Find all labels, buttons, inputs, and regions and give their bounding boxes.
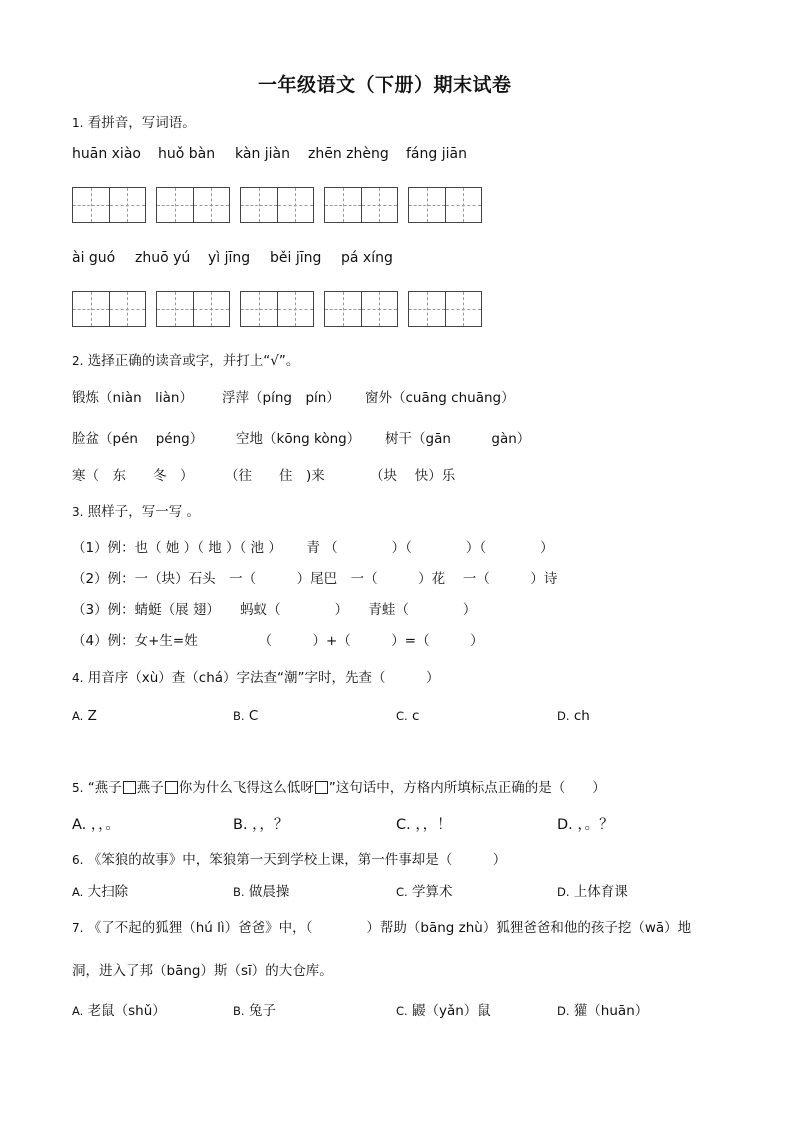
tianzige-box[interactable] <box>156 187 230 223</box>
question-7 <box>72 916 691 936</box>
question-text-continued: 洞，进入了邦（bāng）斯（sī）的大仓库。 <box>72 963 333 979</box>
choice-item: （往 住 )来 <box>225 468 325 484</box>
pinyin-item: zhuō yú <box>135 250 191 266</box>
choice-item: （块 快）乐 <box>370 468 456 484</box>
question-text: 你为什么飞得这么低呀 <box>178 780 314 796</box>
question-text: 用音序（xù）查（chá）字法查“潮”字时，先查（ ） <box>87 670 440 686</box>
option-text: 獾（huān） <box>573 1003 649 1019</box>
exercise-line: （3）例：蜻蜓（展 翅） 蚂蚁（ ） 青蛙（ ） <box>72 602 477 618</box>
question-text: “燕子 <box>87 780 122 796</box>
tianzige-box[interactable] <box>408 187 482 223</box>
tianzige-box[interactable] <box>324 291 398 327</box>
question-text: 《笨狼的故事》中，笨狼第一天到学校上课，第一件事却是（ ） <box>87 852 507 868</box>
tianzige-row-2 <box>72 291 482 327</box>
option-a[interactable] <box>72 880 128 900</box>
question-text: 燕子 <box>136 780 164 796</box>
question-4 <box>72 666 440 686</box>
option-label: C. <box>396 885 408 899</box>
option-label: A. <box>72 1004 84 1018</box>
choice-item: 窗外（cuāng chuāng） <box>365 390 515 406</box>
option-label: B. <box>233 1004 245 1018</box>
option-d[interactable] <box>557 708 590 724</box>
option-label: A. <box>72 709 84 723</box>
tianzige-box[interactable] <box>240 187 314 223</box>
choice-item: 浮萍（píng pín） <box>222 390 340 406</box>
option-b[interactable] <box>233 708 258 724</box>
question-number: 6. <box>72 853 84 867</box>
pinyin-item: zhēn zhèng <box>308 146 389 162</box>
option-d[interactable] <box>557 999 648 1019</box>
question-number: 4. <box>72 671 84 685</box>
pinyin-item: huān xiào <box>72 146 141 162</box>
tianzige-box[interactable] <box>324 187 398 223</box>
option-c[interactable] <box>396 999 491 1019</box>
blank-box[interactable] <box>165 781 178 794</box>
question-number: 2. <box>72 354 84 368</box>
option-text: 老鼠（shǔ） <box>87 1003 166 1019</box>
pinyin-item: huǒ bàn <box>158 146 216 162</box>
option-label: C. <box>396 709 408 723</box>
blank-box[interactable] <box>123 781 136 794</box>
option-label: B. <box>233 885 245 899</box>
option-label: D. <box>557 709 570 723</box>
page-title: 一年级语文（下册）期末试卷 <box>258 74 512 96</box>
choice-item: 寒（ 东 冬 ） <box>72 468 194 484</box>
question-text: 《了不起的狐狸（hú lì）爸爸》中，（ ）帮助（bāng zhù）狐狸爸爸和他的孩子挖（wā）地 <box>87 920 692 936</box>
exercise-line: （1）例：也（ 她 ）（ 地 ）（ 池 ） 青 （ ）（ ）（ ） <box>72 540 554 556</box>
question-text: 看拼音，写词语。 <box>87 115 196 131</box>
tianzige-box[interactable] <box>72 187 146 223</box>
option-b[interactable]: B. ，，？ <box>233 817 289 833</box>
option-b[interactable] <box>233 880 289 900</box>
option-label: D. <box>557 885 570 899</box>
option-b[interactable] <box>233 999 276 1019</box>
option-text: 学算术 <box>411 884 453 900</box>
option-text: 鼹（yǎn）鼠 <box>411 1003 491 1019</box>
choice-item: 空地（kōng kòng） <box>236 431 361 447</box>
tianzige-row-1 <box>72 187 482 223</box>
question-text: ”这句话中，方格内所填标点正确的是（ ） <box>328 780 606 796</box>
exercise-line: （2）例：一（块）石头 一（ ）尾巴 一（ ）花 一（ ）诗 <box>72 571 558 587</box>
question-number: 3. <box>72 505 84 519</box>
option-text: c <box>411 708 420 724</box>
choice-item: 树干（gān gàn） <box>385 431 531 447</box>
pinyin-item: yì jīng <box>208 250 251 266</box>
option-text: 做晨操 <box>248 884 290 900</box>
pinyin-item: kàn jiàn <box>235 146 290 162</box>
choice-item: 锻炼（niàn liàn） <box>72 390 193 406</box>
question-2 <box>72 349 299 369</box>
pinyin-item: fáng jiān <box>406 146 467 162</box>
pinyin-item: běi jīng <box>270 250 322 266</box>
option-c[interactable] <box>396 708 419 724</box>
tianzige-box[interactable] <box>240 291 314 327</box>
pinyin-item: ài guó <box>72 250 116 266</box>
option-text: Z <box>87 708 97 724</box>
question-5 <box>72 776 606 796</box>
option-a[interactable] <box>72 999 166 1019</box>
option-label: A. <box>72 885 84 899</box>
choice-item: 脸盆（pén péng） <box>72 431 204 447</box>
tianzige-box[interactable] <box>408 291 482 327</box>
option-d[interactable] <box>557 880 628 900</box>
option-text: C <box>248 708 259 724</box>
option-c[interactable]: C. ，，！ <box>396 817 452 833</box>
exercise-line: （4）例：女+生=姓 （ ）+（ ）=（ ） <box>72 633 484 649</box>
question-number: 1. <box>72 116 84 130</box>
question-text: 照样子，写一写 。 <box>87 504 201 520</box>
question-1 <box>72 111 196 131</box>
option-label: C. <box>396 1004 408 1018</box>
tianzige-box[interactable] <box>156 291 230 327</box>
option-text: 上体育课 <box>573 884 628 900</box>
option-a[interactable]: A. ，，。 <box>72 817 120 833</box>
option-label: B. <box>233 709 245 723</box>
question-number: 7. <box>72 921 84 935</box>
pinyin-item: pá xíng <box>341 250 393 266</box>
question-6 <box>72 848 506 868</box>
blank-box[interactable] <box>315 781 328 794</box>
option-c[interactable] <box>396 880 452 900</box>
option-text: 兔子 <box>248 1003 276 1019</box>
option-text: ch <box>573 708 590 724</box>
question-3 <box>72 500 200 520</box>
option-text: 大扫除 <box>87 884 129 900</box>
question-text: 选择正确的读音或字，并打上“√”。 <box>87 353 300 369</box>
tianzige-box[interactable] <box>72 291 146 327</box>
option-a[interactable] <box>72 708 97 724</box>
option-d[interactable]: D. ，。？ <box>557 817 614 833</box>
question-number: 5. <box>72 781 84 795</box>
option-label: D. <box>557 1004 570 1018</box>
